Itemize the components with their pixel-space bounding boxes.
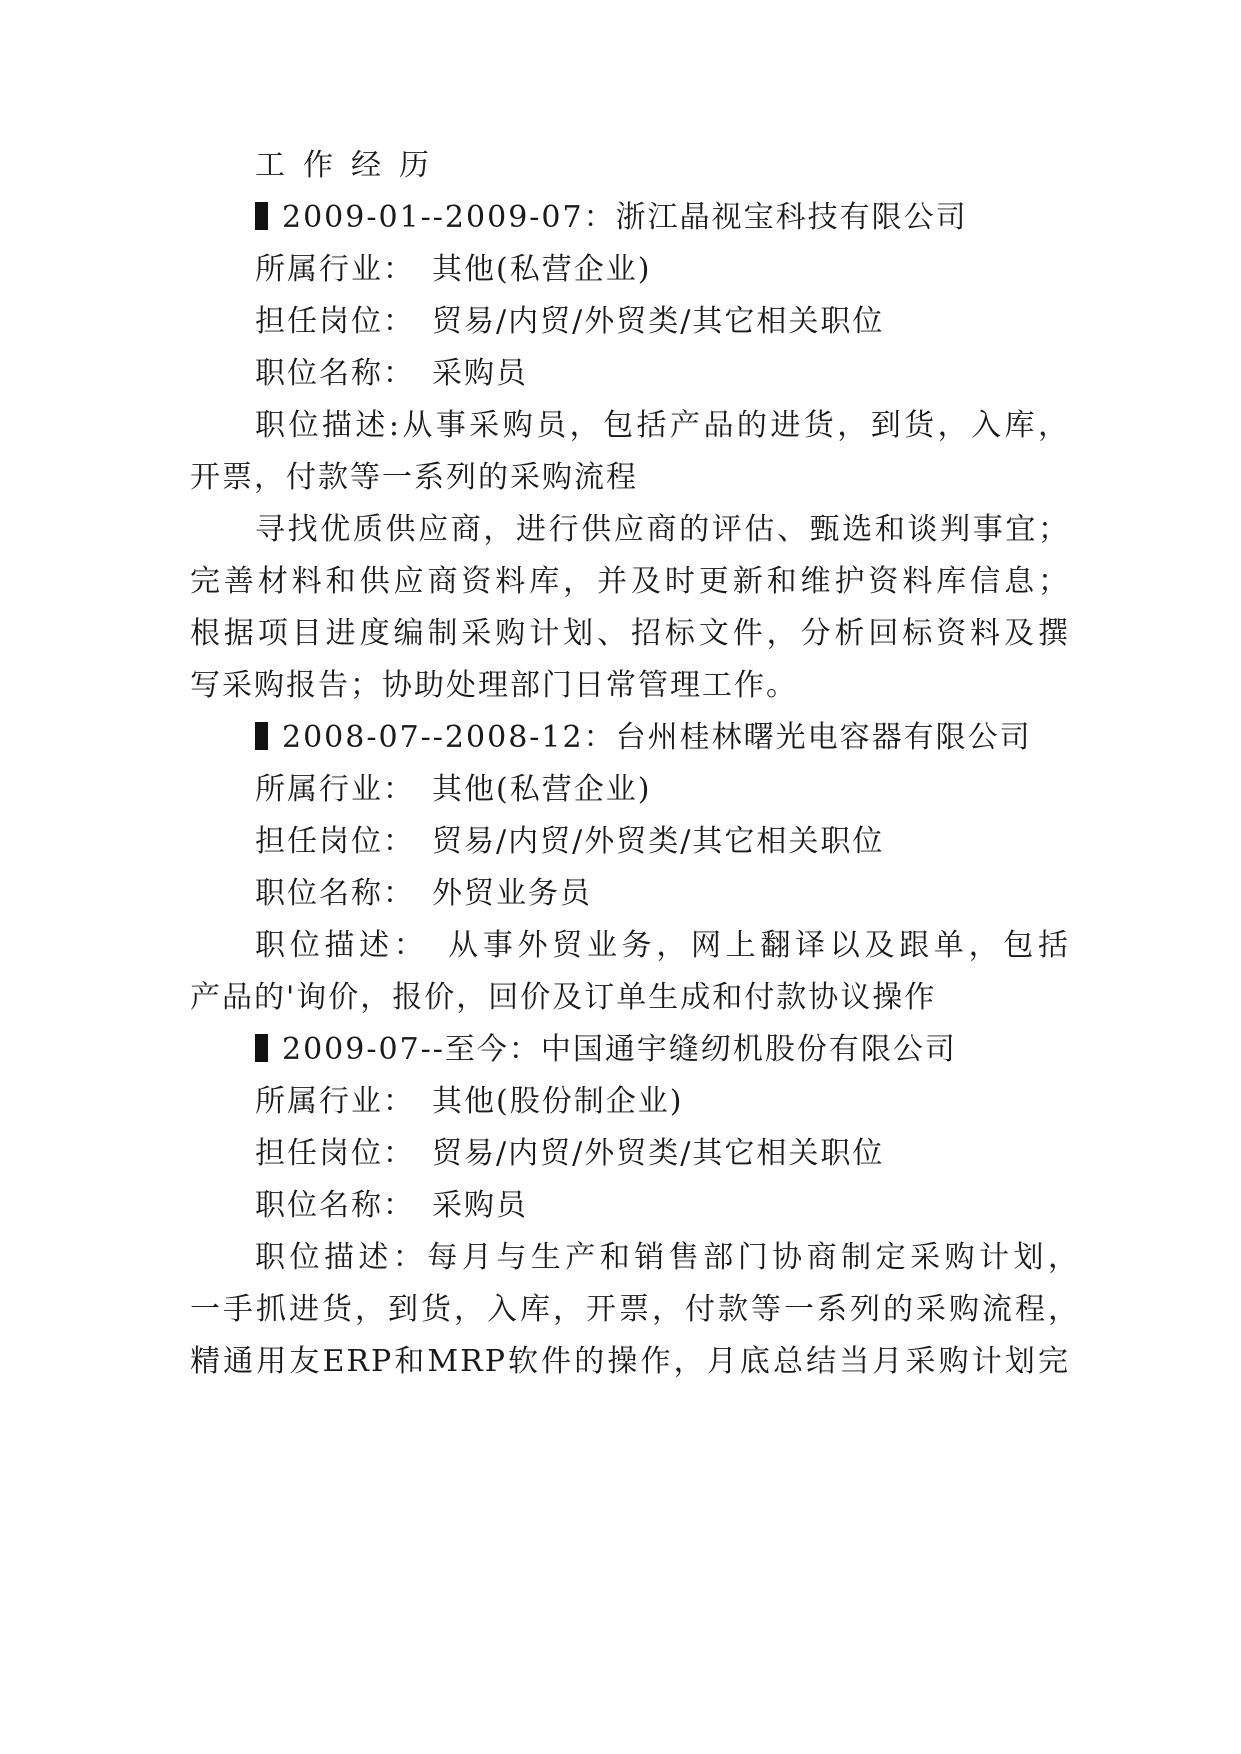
- job-2-period-row: [255, 718, 1135, 758]
- bullet-marker: [255, 1034, 268, 1062]
- job-2-description-line: 职位描述： 从事外贸业务，网上翻译以及跟单，包括: [255, 928, 1070, 963]
- section-title: 工作经历: [255, 148, 447, 183]
- job-3-description-line: 一手抓进货，到货，入库，开票，付款等一系列的采购流程，: [190, 1292, 1080, 1327]
- job-2-description-line: 产品的'询价，报价，回价及订单生成和付款协议操作: [190, 980, 937, 1015]
- job-1-extra-line: 写采购报告；协助处理部门日常管理工作。: [190, 668, 798, 703]
- bullet-marker: [255, 722, 268, 750]
- job-1-extra-line: 完善材料和供应商资料库，并及时更新和维护资料库信息；: [190, 564, 1070, 599]
- job-3-position: 担任岗位： 贸易/内贸/外贸类/其它相关职位: [255, 1136, 885, 1171]
- job-1-industry: 所属行业： 其他(私营企业): [255, 252, 652, 287]
- job-1-period: 2009-01--2009-07：浙江晶视宝科技有限公司: [282, 200, 968, 235]
- job-1-extra-line: 根据项目进度编制采购计划、招标文件，分析回标资料及撰: [190, 616, 1070, 651]
- job-3-period-row: [255, 1030, 1135, 1070]
- job-1-period-row: [255, 198, 1135, 238]
- job-3-description-line: 精通用友ERP和MRP软件的操作，月底总结当月采购计划完: [190, 1344, 1070, 1379]
- job-1-job-title: 职位名称： 采购员: [255, 356, 528, 391]
- job-1-description-line: 开票，付款等一系列的采购流程: [190, 460, 638, 495]
- job-1-position: 担任岗位： 贸易/内贸/外贸类/其它相关职位: [255, 304, 885, 339]
- job-2-industry: 所属行业： 其他(私营企业): [255, 772, 652, 807]
- job-3-description-line: 职位描述：每月与生产和销售部门协商制定采购计划，: [255, 1240, 1080, 1275]
- job-2-position: 担任岗位： 贸易/内贸/外贸类/其它相关职位: [255, 824, 885, 859]
- job-2-job-title: 职位名称： 外贸业务员: [255, 876, 592, 911]
- job-3-industry: 所属行业： 其他(股份制企业): [255, 1084, 684, 1119]
- job-1-description-line: 职位描述:从事采购员，包括产品的进货，到货，入库，: [255, 408, 1070, 443]
- job-3-period: 2009-07--至今：中国通宇缝纫机股份有限公司: [282, 1032, 957, 1067]
- job-1-extra-line: 寻找优质供应商，进行供应商的评估、甄选和谈判事宜；: [255, 512, 1070, 547]
- job-2-period: 2008-07--2008-12：台州桂林曙光电容器有限公司: [282, 720, 1032, 755]
- job-3-job-title: 职位名称： 采购员: [255, 1188, 528, 1223]
- bullet-marker: [255, 202, 268, 230]
